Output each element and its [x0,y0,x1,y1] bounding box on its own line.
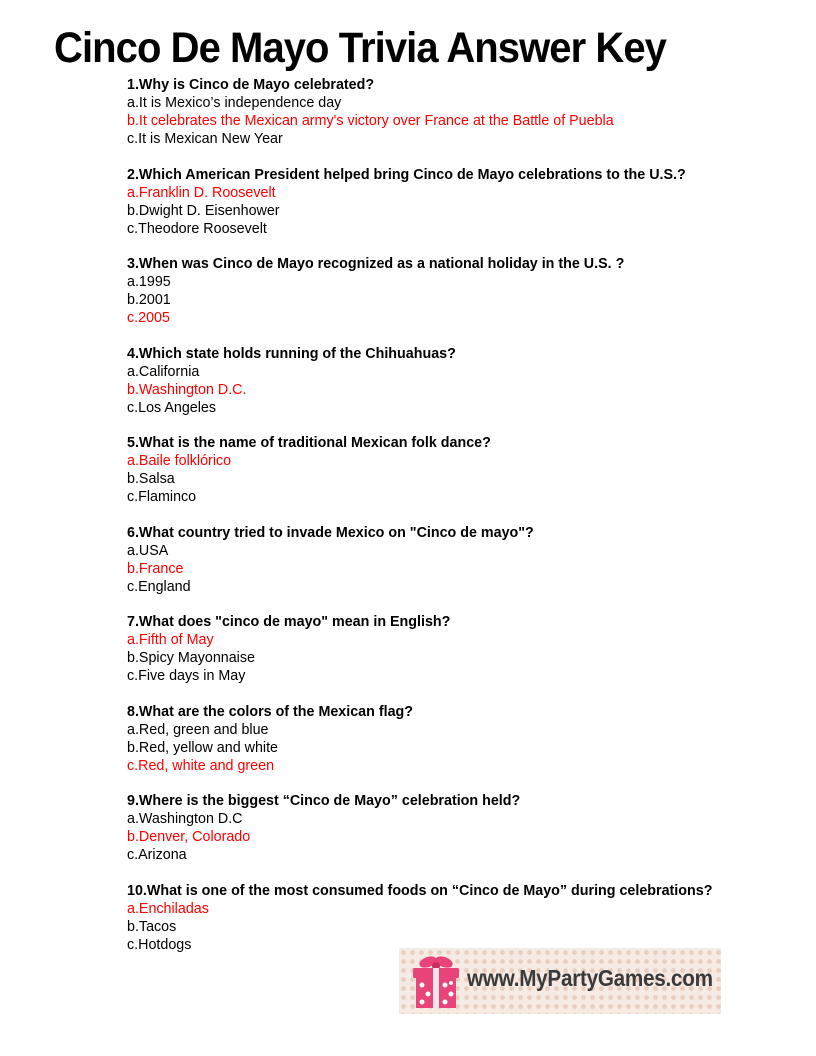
answer-option: b.2001 [127,292,171,308]
question-block-9 [127,792,807,882]
answer-option: b.Dwight D. Eisenhower [127,202,280,219]
question-block-3 [127,255,807,345]
answer-option: b.Salsa [127,471,175,487]
question-list [127,76,807,971]
answer-option: b.Tacos [127,918,177,935]
question-text: 10.What is one of the most consumed foods on “Cinco de Mayo” during celebrations? [127,882,713,899]
correct-answer-option: c.2005 [127,310,170,326]
correct-answer-option: a.Baile folklórico [127,453,232,469]
answer-option: a.Red, green and blue [127,721,269,738]
answer-option: c.Theodore Roosevelt [127,220,267,237]
website-link[interactable]: www.MyPartyGames.com [467,965,713,991]
question-block-2 [127,166,807,256]
answer-option: c.It is Mexican New Year [127,131,283,147]
correct-answer-option: b.Washington D.C. [127,381,247,398]
question-text: 4.Which state holds running of the Chihuahuas? [127,345,456,362]
answer-option: c.Flaminco [127,489,197,505]
answer-option: a.It is Mexico’s independence day [127,95,342,111]
correct-answer-option: a.Franklin D. Roosevelt [127,184,276,201]
question-text: 5.What is the name of traditional Mexican folk dance? [127,435,491,451]
answer-option: a.Washington D.C [127,811,243,827]
question-block-8 [127,703,807,793]
question-block-7 [127,613,807,703]
question-text: 6.What country tried to invade Mexico on "Cinco de mayo"? [127,524,534,541]
question-block-6 [127,524,807,614]
answer-option: c.England [127,578,191,595]
correct-answer-option: c.Red, white and green [127,757,275,774]
question-block-4 [127,345,807,435]
correct-answer-option: b.It celebrates the Mexican army's victory over France at the Battle of Puebla [127,113,614,129]
answer-option: a.1995 [127,274,171,290]
question-block-1 [127,76,807,166]
answer-option: a.California [127,363,200,380]
question-text: 9.Where is the biggest “Cinco de Mayo” celebration held? [127,793,521,809]
question-text: 2.Which American President helped bring Cinco de Mayo celebrations to the U.S.? [127,166,686,183]
question-text: 8.What are the colors of the Mexican flag? [127,703,413,720]
answer-option: c.Five days in May [127,668,246,684]
answer-option: c.Los Angeles [127,399,217,416]
question-text: 1.Why is Cinco de Mayo celebrated? [127,77,375,93]
correct-answer-option: b.Denver, Colorado [127,829,251,845]
page-title: Cinco De Mayo Trivia Answer Key [54,24,666,72]
gift-icon [407,954,465,1010]
question-text: 3.When was Cinco de Mayo recognized as a national holiday in the U.S. ? [127,256,625,272]
answer-option: c.Arizona [127,847,187,863]
answer-option: a.USA [127,542,169,559]
correct-answer-option: a.Enchiladas [127,900,209,917]
website-banner[interactable] [399,948,721,1014]
answer-option: b.Red, yellow and white [127,739,278,756]
question-block-5 [127,434,807,524]
answer-option: b.Spicy Mayonnaise [127,650,255,666]
question-text: 7.What does "cinco de mayo" mean in English? [127,614,451,630]
correct-answer-option: a.Fifth of May [127,632,214,648]
correct-answer-option: b.France [127,560,184,577]
answer-option: c.Hotdogs [127,936,192,953]
